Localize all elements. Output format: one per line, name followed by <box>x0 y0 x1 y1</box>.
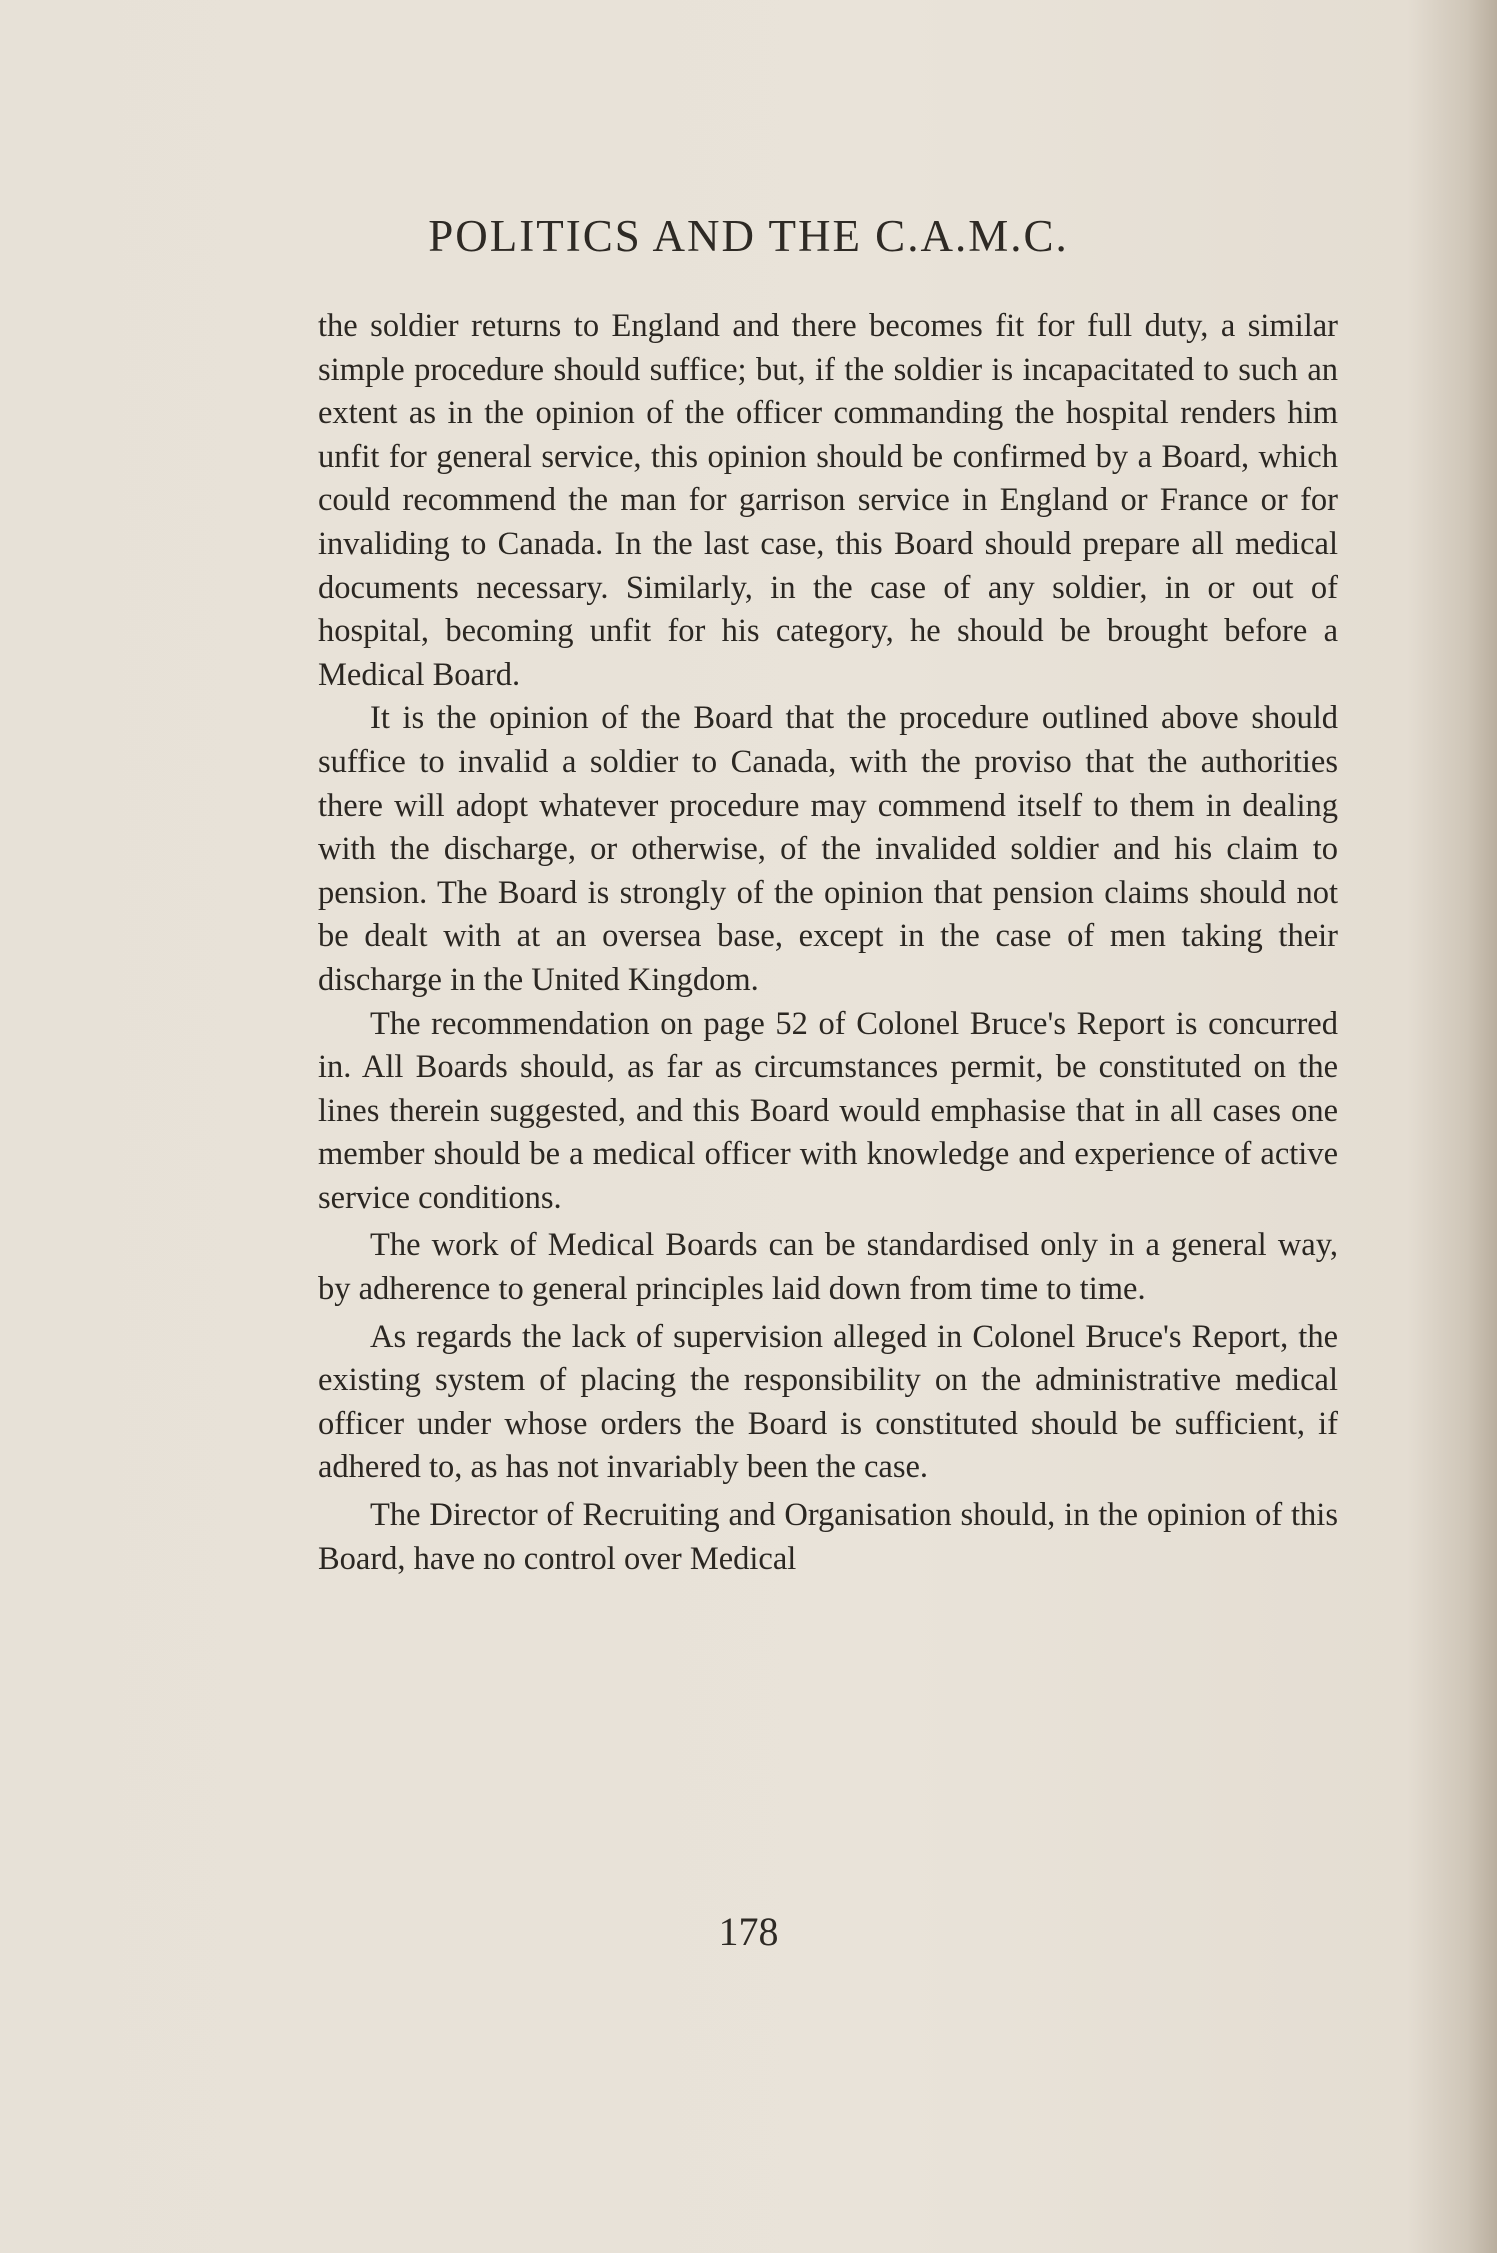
paragraph-4: The work of Medical Boards can be standardised only in a general way, by adherence to general principles laid down from time to time. <box>318 1227 1338 1308</box>
paragraph-1: the soldier returns to England and there becomes fit for full duty, a similar simple procedure should suffice; but, if the soldier is incapacitated to such an extent as in the opinion of the officer commanding the hospital renders him unfit for general service, this opinion should be confirmed by a Board, which could recommend the man for garrison service in England or France or for invaliding to Canada. In the last case, this Board should prepare all medical documents necessary. Similarly, in the case of any soldier, in or out of hospital, becoming unfit for his category, he should be brought before a Medical Board. <box>318 308 1338 693</box>
paragraph-6: The Director of Recruiting and Organisation should, in the opinion of this Board, have no control over Medical <box>318 1497 1338 1577</box>
paragraph-5: As regards the lack of supervision alleged in Colonel Bruce's Report, the existing system of placing the responsibility on the administrative medical officer under whose orders the Board is constituted should be sufficient, if adhered to, as has not invariably been the case. <box>318 1318 1338 1486</box>
body-text <box>318 305 1338 1581</box>
paragraph-2: It is the opinion of the Board that the procedure outlined above should suffice to invalid a soldier to Canada, with the proviso that the authorities there will adopt whatever procedure may commend itself to them in dealing with the discharge, or otherwise, of the invalided soldier and his claim to pension. The Board is strongly of the opinion that pension claims should not be dealt with at an oversea base, except in the case of men taking their discharge in the United Kingdom. <box>318 700 1338 998</box>
running-head: POLITICS AND THE C.A.M.C. <box>428 211 1069 261</box>
page-number: 178 <box>718 1909 779 1954</box>
paragraph-3: The recommendation on page 52 of Colonel Bruce's Report is concurred in. All Boards should, as far as circumstances permit, be constituted on the lines therein suggested, and this Board would emphasise that in all cases one member should be a medical officer with knowledge and experience of active service conditions. <box>318 1005 1338 1216</box>
